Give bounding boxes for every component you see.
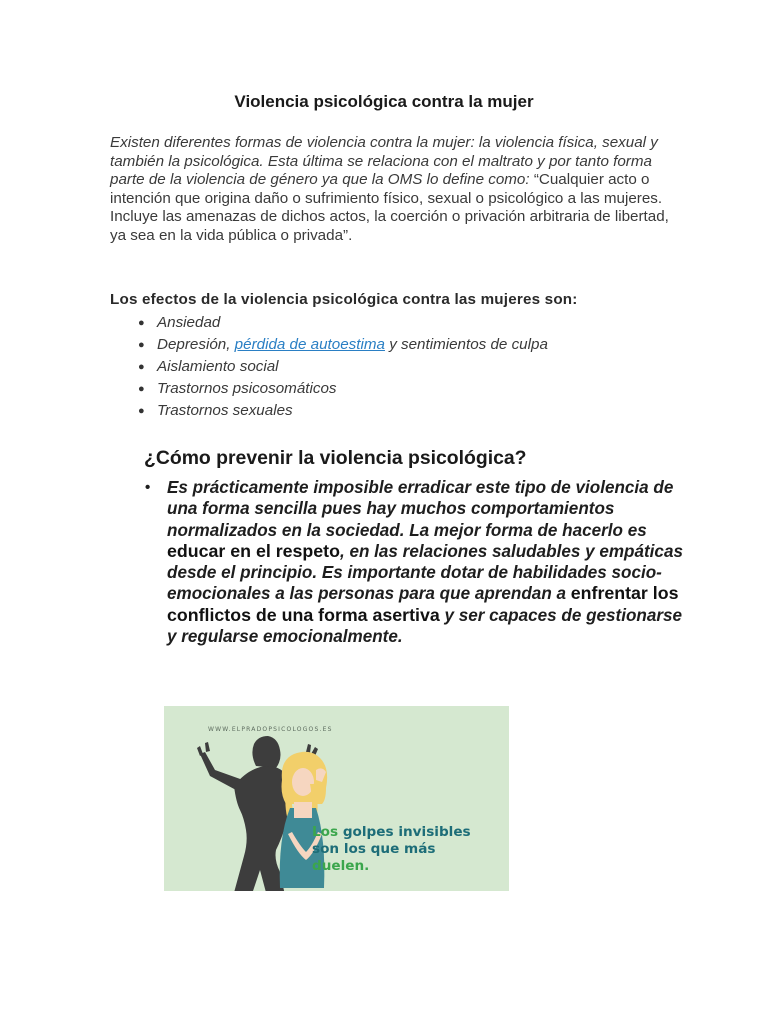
list-item: [136, 335, 656, 357]
effect-isolation: Aislamiento social: [157, 358, 279, 375]
effect-anxiety: Ansiedad: [157, 314, 221, 331]
prevention-text-1: Es prácticamente imposible erradicar este tipo de violencia de una forma sencilla pues hay muchos comportamientos normalizados en la sociedad. La mejor forma de hacerlo es: [167, 478, 674, 540]
prevention-text-3: y ser capaces de gestionarse y regularse emocionalmente.: [167, 605, 683, 647]
illustration-image: [164, 706, 509, 891]
list-item: [136, 379, 656, 401]
site-url-watermark: WWW.ELPRADOPSICOLOGOS.ES: [208, 726, 333, 733]
bullet-icon: ●: [138, 405, 145, 417]
prevention-emphasis-respect: educar en el respeto: [167, 540, 340, 561]
list-item: [136, 357, 656, 379]
effect-depression-suffix: y sentimientos de culpa: [384, 336, 548, 353]
intro-who-quote: “Cualquier acto o intención que origina daño o sufrimiento físico, sexual o psicológico a las mujeres. Incluye las amenazas de dichos actos, la coerción o privación arbitraria de libertad, ya sea en la vida pública o privada”.: [110, 171, 669, 244]
effect-sexual: Trastornos sexuales: [157, 402, 293, 419]
bullet-icon: ●: [138, 361, 145, 373]
prevention-paragraph: [145, 477, 687, 647]
intro-italic-text: Existen diferentes formas de violencia contra la mujer: la violencia física, sexual y también la psicológica. Esta última se relaciona con el maltrato y por tanto forma parte de la violencia de género ya que la OMS lo define como:: [110, 134, 658, 189]
bullet-icon: ●: [138, 383, 145, 395]
page-title: Violencia psicológica contra la mujer: [234, 92, 534, 111]
prevention-heading: ¿Cómo prevenir la violencia psicológica?: [144, 447, 527, 469]
list-item: [136, 313, 656, 335]
intro-paragraph: [110, 134, 670, 246]
prevention-text-2: , en las relaciones saludables y empáticas desde el principio. Es importante dotar de habilidades socio-emocionales a las personas para que aprendan a: [167, 541, 683, 604]
bullet-icon: ●: [138, 317, 145, 329]
caption-los: Los: [312, 824, 343, 840]
list-item: [136, 401, 656, 423]
caption-line-2: son los que más: [312, 841, 436, 857]
illustration-caption: [312, 824, 502, 875]
effect-psychosomatic: Trastornos psicosomáticos: [157, 380, 337, 397]
effects-heading: Los efectos de la violencia psicológica contra las mujeres son:: [110, 291, 578, 308]
self-esteem-link[interactable]: pérdida de autoestima: [234, 336, 385, 353]
effects-list: [136, 313, 656, 423]
prevention-emphasis-conflicts: enfrentar los conflictos de una forma asertiva: [167, 583, 679, 625]
bullet-icon: ●: [138, 339, 145, 351]
effect-depression-prefix: Depresión,: [157, 336, 235, 353]
caption-line-3: duelen.: [312, 858, 370, 874]
caption-golpes: golpes invisibles: [342, 824, 471, 840]
bullet-icon: •: [145, 479, 151, 496]
